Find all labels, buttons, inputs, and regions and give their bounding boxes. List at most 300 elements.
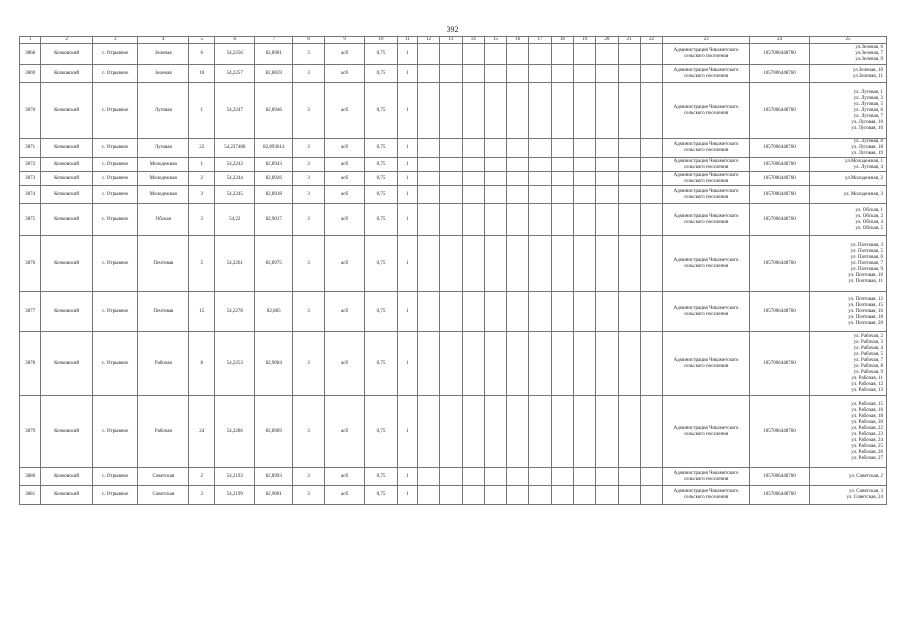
cell-empty bbox=[462, 486, 484, 505]
cell-type: асб bbox=[324, 65, 365, 83]
address-line: ул. Почтовая, 3 bbox=[850, 242, 883, 248]
column-header: 18 bbox=[551, 37, 573, 44]
cell-empty bbox=[417, 172, 439, 186]
cell-empty bbox=[484, 158, 506, 172]
cell-admin: Администрация Чикаметского сельского поселения bbox=[663, 139, 750, 158]
cell-empty bbox=[462, 186, 484, 204]
cell-lat: 54,22 bbox=[215, 204, 255, 236]
cell-area: 0,75 bbox=[365, 468, 397, 486]
cell-empty bbox=[551, 139, 573, 158]
cell-id: 3879 bbox=[20, 396, 41, 468]
cell-street: Рабочая bbox=[138, 332, 189, 396]
address-line: ул. Рабочая, 26 bbox=[851, 449, 883, 455]
table-row bbox=[20, 186, 887, 204]
address-line: ул. Почтовая, 7 bbox=[850, 260, 883, 266]
cell-type: асб bbox=[324, 83, 365, 139]
cell-empty bbox=[507, 396, 529, 468]
column-header: 5 bbox=[189, 37, 215, 44]
cell-empty bbox=[417, 396, 439, 468]
cell-empty bbox=[462, 292, 484, 332]
address-line: ул. Луговая, 3 bbox=[853, 95, 883, 101]
cell-district: Кочковский bbox=[41, 204, 93, 236]
cell-n8: 3 bbox=[293, 139, 324, 158]
header-row bbox=[20, 37, 887, 44]
cell-admin: Администрация Чикаметского сельского поселения bbox=[663, 396, 750, 468]
cell-empty bbox=[640, 204, 662, 236]
cell-street: Луговая bbox=[138, 139, 189, 158]
table-row bbox=[20, 486, 887, 505]
address-line: ул. Луговая, 16 bbox=[851, 125, 883, 131]
cell-lon: 82,8859 bbox=[254, 65, 292, 83]
column-header: 1 bbox=[20, 37, 41, 44]
cell-admin: Администрация Чикаметского сельского поселения bbox=[663, 65, 750, 83]
cell-empty bbox=[551, 396, 573, 468]
cell-n8: 3 bbox=[293, 486, 324, 505]
cell-addresses bbox=[809, 332, 886, 396]
cell-n8: 3 bbox=[293, 186, 324, 204]
cell-admin: Администрация Чикаметского сельского поселения bbox=[663, 486, 750, 505]
cell-empty bbox=[573, 172, 595, 186]
address-line: ул. Рабочая, 4 bbox=[853, 345, 883, 351]
cell-street: Зеленая bbox=[138, 65, 189, 83]
cell-empty bbox=[417, 486, 439, 505]
cell-empty bbox=[507, 172, 529, 186]
cell-empty bbox=[417, 44, 439, 65]
cell-empty bbox=[484, 396, 506, 468]
cell-empty bbox=[573, 332, 595, 396]
cell-lat: 54,2256 bbox=[215, 44, 255, 65]
cell-empty bbox=[507, 486, 529, 505]
cell-area: 0,75 bbox=[365, 83, 397, 139]
cell-empty bbox=[573, 292, 595, 332]
cell-admin: Администрация Чикаметского сельского поселения bbox=[663, 83, 750, 139]
cell-empty bbox=[640, 65, 662, 83]
cell-empty bbox=[640, 172, 662, 186]
table-row bbox=[20, 292, 887, 332]
cell-id: 3874 bbox=[20, 186, 41, 204]
cell-street: Молодежная bbox=[138, 172, 189, 186]
table-row bbox=[20, 396, 887, 468]
cell-admin: Администрация Чикаметского сельского поселения bbox=[663, 158, 750, 172]
cell-type: асб bbox=[324, 468, 365, 486]
cell-empty bbox=[596, 44, 618, 65]
cell-empty bbox=[573, 486, 595, 505]
cell-house: 6 bbox=[189, 44, 215, 65]
address-line: ул.Зеленая, 9 bbox=[855, 57, 883, 62]
cell-area: 0,75 bbox=[365, 44, 397, 65]
cell-locality: с. Отрывное bbox=[92, 158, 138, 172]
address-line: ул. Луговая, 4 bbox=[853, 164, 883, 170]
cell-cnt: 1 bbox=[397, 83, 417, 139]
address-line: ул. Луговая, 10 bbox=[851, 119, 883, 125]
address-line: ул. Молодежная, 3 bbox=[843, 191, 883, 197]
cell-empty bbox=[596, 158, 618, 172]
cell-ogrn: 1057006448760 bbox=[750, 158, 810, 172]
address-line: ул.Зеленая, 11 bbox=[853, 73, 883, 79]
address-line: ул.Зеленая, 10 bbox=[852, 67, 883, 73]
cell-empty bbox=[440, 396, 462, 468]
address-line: ул. Рабочая, 12 bbox=[851, 381, 883, 387]
cell-empty bbox=[507, 186, 529, 204]
cell-empty bbox=[640, 396, 662, 468]
cell-addresses bbox=[809, 396, 886, 468]
table-row bbox=[20, 468, 887, 486]
cell-empty bbox=[640, 158, 662, 172]
address-line: ул. Рабочая, 2 bbox=[853, 333, 883, 339]
cell-empty bbox=[507, 44, 529, 65]
column-header: 6 bbox=[215, 37, 255, 44]
cell-admin: Администрация Чикаметского сельского поселения bbox=[663, 172, 750, 186]
cell-lon: 82,8975 bbox=[254, 236, 292, 292]
address-line: ул. Рабочая, 22 bbox=[851, 425, 883, 431]
cell-house: 3 bbox=[189, 204, 215, 236]
cell-empty bbox=[529, 44, 551, 65]
cell-area: 0,75 bbox=[365, 65, 397, 83]
address-line: ул. Советская, 24 bbox=[846, 495, 883, 500]
cell-addresses bbox=[809, 236, 886, 292]
address-line: ул.Молодежная, 2 bbox=[844, 175, 883, 181]
cell-empty bbox=[551, 158, 573, 172]
cell-type: асб bbox=[324, 332, 365, 396]
address-line: ул. Почтовая, 10 bbox=[848, 272, 883, 278]
cell-area: 0,75 bbox=[365, 172, 397, 186]
cell-empty bbox=[440, 65, 462, 83]
address-line: ул. Советская, 3 bbox=[849, 489, 883, 494]
cell-empty bbox=[462, 236, 484, 292]
cell-empty bbox=[462, 65, 484, 83]
cell-empty bbox=[618, 83, 640, 139]
cell-id: 3880 bbox=[20, 468, 41, 486]
cell-lat: 54,2244 bbox=[215, 172, 255, 186]
address-line: ул. Рабочая, 27 bbox=[851, 455, 883, 461]
cell-empty bbox=[417, 332, 439, 396]
cell-lon: 82,893614 bbox=[254, 139, 292, 158]
cell-district: Кочковский bbox=[41, 486, 93, 505]
table-row bbox=[20, 65, 887, 83]
cell-addresses bbox=[809, 65, 886, 83]
cell-addresses bbox=[809, 83, 886, 139]
address-line: ул. Рабочая, 16 bbox=[851, 407, 883, 413]
cell-empty bbox=[484, 332, 506, 396]
table-row bbox=[20, 139, 887, 158]
cell-empty bbox=[640, 44, 662, 65]
table-row bbox=[20, 236, 887, 292]
column-header: 10 bbox=[365, 37, 397, 44]
address-line: ул. Рабочая, 7 bbox=[853, 357, 883, 363]
cell-empty bbox=[618, 186, 640, 204]
cell-empty bbox=[507, 83, 529, 139]
cell-lon: 82,8918 bbox=[254, 186, 292, 204]
cell-empty bbox=[596, 332, 618, 396]
column-header: 24 bbox=[750, 37, 810, 44]
cell-locality: с. Отрывное bbox=[92, 486, 138, 505]
cell-ogrn: 1057006448760 bbox=[750, 65, 810, 83]
cell-cnt: 1 bbox=[397, 44, 417, 65]
cell-empty bbox=[551, 486, 573, 505]
cell-ogrn: 1057006448760 bbox=[750, 486, 810, 505]
cell-admin: Администрация Чикаметского сельского поселения bbox=[663, 204, 750, 236]
cell-type: асб bbox=[324, 44, 365, 65]
cell-area: 0,75 bbox=[365, 486, 397, 505]
cell-empty bbox=[618, 486, 640, 505]
address-line: ул. Почтовая, 9 bbox=[850, 266, 883, 272]
cell-ogrn: 1057006448760 bbox=[750, 44, 810, 65]
table-row bbox=[20, 44, 887, 65]
cell-empty bbox=[440, 332, 462, 396]
cell-house: 22 bbox=[189, 139, 215, 158]
cell-house: 24 bbox=[189, 396, 215, 468]
cell-area: 0,75 bbox=[365, 236, 397, 292]
cell-empty bbox=[640, 83, 662, 139]
address-line: ул. Луговая, 18 bbox=[851, 145, 883, 150]
cell-ogrn: 1057006448760 bbox=[750, 204, 810, 236]
cell-empty bbox=[596, 172, 618, 186]
cell-locality: с. Отрывное bbox=[92, 332, 138, 396]
cell-empty bbox=[640, 332, 662, 396]
column-header: 25 bbox=[809, 37, 886, 44]
cell-empty bbox=[529, 186, 551, 204]
cell-empty bbox=[484, 486, 506, 505]
cell-id: 3868 bbox=[20, 44, 41, 65]
cell-empty bbox=[417, 236, 439, 292]
cell-addresses bbox=[809, 139, 886, 158]
cell-district: Кочковский bbox=[41, 172, 93, 186]
address-line: ул. Почтовая, 6 bbox=[850, 254, 883, 260]
address-line: ул. Луговая, 1 bbox=[853, 89, 883, 95]
cell-empty bbox=[507, 139, 529, 158]
cell-street: Молодежная bbox=[138, 186, 189, 204]
cell-empty bbox=[417, 139, 439, 158]
cell-empty bbox=[640, 186, 662, 204]
cell-empty bbox=[462, 468, 484, 486]
address-line: ул.Зеленая, 6 bbox=[855, 45, 883, 50]
cell-empty bbox=[417, 292, 439, 332]
cell-empty bbox=[462, 139, 484, 158]
cell-house: 3 bbox=[189, 186, 215, 204]
cell-empty bbox=[551, 468, 573, 486]
cell-district: Кочковский bbox=[41, 158, 93, 172]
cell-n8: 3 bbox=[293, 332, 324, 396]
cell-locality: с. Отрывное bbox=[92, 468, 138, 486]
cell-empty bbox=[551, 186, 573, 204]
cell-addresses bbox=[809, 486, 886, 505]
address-line: ул. Рабочая, 8 bbox=[853, 363, 883, 369]
cell-empty bbox=[529, 236, 551, 292]
cell-empty bbox=[462, 332, 484, 396]
address-line: ул. Почтовая, 12 bbox=[848, 296, 883, 302]
cell-empty bbox=[440, 204, 462, 236]
cell-id: 3873 bbox=[20, 172, 41, 186]
cell-lon: 82,9017 bbox=[254, 204, 292, 236]
column-header: 20 bbox=[596, 37, 618, 44]
address-line: ул. Рабочая, 15 bbox=[851, 401, 883, 407]
cell-admin: Администрация Чикаметского сельского поселения bbox=[663, 186, 750, 204]
cell-district: Кочковский bbox=[41, 396, 93, 468]
address-line: ул. Луговая, 7 bbox=[853, 113, 883, 119]
cell-street: Рабочая bbox=[138, 396, 189, 468]
address-line: ул. Рабочая, 11 bbox=[851, 375, 883, 381]
address-line: ул. Рабочая, 18 bbox=[851, 413, 883, 419]
cell-empty bbox=[417, 65, 439, 83]
cell-empty bbox=[507, 236, 529, 292]
cell-empty bbox=[551, 172, 573, 186]
cell-empty bbox=[507, 204, 529, 236]
cell-district: Кочковский bbox=[41, 44, 93, 65]
cell-lat: 54,2253 bbox=[215, 332, 255, 396]
cell-id: 3878 bbox=[20, 332, 41, 396]
cell-empty bbox=[551, 292, 573, 332]
address-line: ул. Рабочая, 25 bbox=[851, 443, 883, 449]
cell-ogrn: 1057006448760 bbox=[750, 236, 810, 292]
cell-locality: с. Отрывное bbox=[92, 292, 138, 332]
column-header: 8 bbox=[293, 37, 324, 44]
cell-house: 5 bbox=[189, 236, 215, 292]
address-line: ул. Рабочая, 3 bbox=[853, 339, 883, 345]
cell-ogrn: 1057006448760 bbox=[750, 186, 810, 204]
column-header: 2 bbox=[41, 37, 93, 44]
address-line: ул. Советская, 2 bbox=[849, 473, 883, 479]
cell-locality: с. Отрывное bbox=[92, 65, 138, 83]
cell-empty bbox=[596, 486, 618, 505]
cell-empty bbox=[484, 468, 506, 486]
address-line: ул. Обская, 5 bbox=[855, 225, 883, 231]
cell-lon: 82,8926 bbox=[254, 172, 292, 186]
cell-area: 0,75 bbox=[365, 204, 397, 236]
cell-cnt: 1 bbox=[397, 186, 417, 204]
cell-empty bbox=[529, 332, 551, 396]
address-line: ул. Почтовая, 5 bbox=[850, 248, 883, 254]
cell-empty bbox=[618, 396, 640, 468]
cell-cnt: 1 bbox=[397, 172, 417, 186]
cell-empty bbox=[529, 158, 551, 172]
cell-id: 3869 bbox=[20, 65, 41, 83]
address-line: ул.Зеленая, 7 bbox=[855, 51, 883, 56]
cell-cnt: 1 bbox=[397, 396, 417, 468]
cell-empty bbox=[551, 44, 573, 65]
table-row bbox=[20, 204, 887, 236]
column-header: 15 bbox=[484, 37, 506, 44]
cell-empty bbox=[596, 204, 618, 236]
cell-empty bbox=[596, 468, 618, 486]
cell-empty bbox=[529, 172, 551, 186]
cell-empty bbox=[618, 158, 640, 172]
address-line: ул. Обская, 1 bbox=[855, 207, 883, 213]
cell-house: 10 bbox=[189, 65, 215, 83]
column-header: 7 bbox=[254, 37, 292, 44]
cell-empty bbox=[596, 83, 618, 139]
cell-n8: 3 bbox=[293, 292, 324, 332]
cell-locality: с. Отрывное bbox=[92, 236, 138, 292]
cell-ogrn: 1057006448760 bbox=[750, 292, 810, 332]
address-line: ул. Почтовая, 16 bbox=[848, 308, 883, 314]
cell-empty bbox=[484, 172, 506, 186]
cell-addresses bbox=[809, 292, 886, 332]
cell-empty bbox=[462, 396, 484, 468]
cell-empty bbox=[484, 292, 506, 332]
cell-empty bbox=[507, 65, 529, 83]
cell-house: 3 bbox=[189, 486, 215, 505]
cell-empty bbox=[596, 139, 618, 158]
cell-addresses bbox=[809, 44, 886, 65]
cell-empty bbox=[551, 65, 573, 83]
cell-type: асб bbox=[324, 396, 365, 468]
address-line: ул. Обская, 2 bbox=[855, 213, 883, 219]
cell-house: 1 bbox=[189, 83, 215, 139]
cell-empty bbox=[573, 139, 595, 158]
cell-lat: 54,2257 bbox=[215, 65, 255, 83]
cell-street: Советская bbox=[138, 486, 189, 505]
cell-house: 2 bbox=[189, 468, 215, 486]
cell-lon: 82,885 bbox=[254, 292, 292, 332]
cell-area: 0,75 bbox=[365, 332, 397, 396]
cell-cnt: 1 bbox=[397, 236, 417, 292]
cell-locality: с. Отрывное bbox=[92, 44, 138, 65]
cell-empty bbox=[484, 44, 506, 65]
cell-id: 3881 bbox=[20, 486, 41, 505]
column-header: 23 bbox=[663, 37, 750, 44]
cell-admin: Администрация Чикаметского сельского поселения bbox=[663, 236, 750, 292]
cell-empty bbox=[529, 139, 551, 158]
cell-empty bbox=[417, 186, 439, 204]
cell-empty bbox=[529, 468, 551, 486]
cell-lon: 82,9004 bbox=[254, 332, 292, 396]
cell-empty bbox=[417, 83, 439, 139]
cell-empty bbox=[596, 65, 618, 83]
column-header: 9 bbox=[324, 37, 365, 44]
cell-addresses bbox=[809, 204, 886, 236]
cell-cnt: 1 bbox=[397, 332, 417, 396]
column-header: 12 bbox=[417, 37, 439, 44]
cell-empty bbox=[440, 186, 462, 204]
cell-empty bbox=[529, 83, 551, 139]
cell-empty bbox=[462, 158, 484, 172]
address-line: ул. Рабочая, 20 bbox=[851, 419, 883, 425]
column-header: 19 bbox=[573, 37, 595, 44]
cell-empty bbox=[529, 396, 551, 468]
cell-lon: 82,8943 bbox=[254, 158, 292, 172]
cell-admin: Администрация Чикаметского сельского поселения bbox=[663, 468, 750, 486]
address-line: ул. Рабочая, 5 bbox=[853, 351, 883, 357]
cell-admin: Администрация Чикаметского сельского поселения bbox=[663, 44, 750, 65]
cell-empty bbox=[573, 158, 595, 172]
address-line: ул. Луговая, 19 bbox=[851, 151, 883, 156]
cell-lat: 54,2199 bbox=[215, 486, 255, 505]
cell-addresses bbox=[809, 186, 886, 204]
address-line: ул. Почтовая, 18 bbox=[848, 314, 883, 320]
cell-empty bbox=[529, 292, 551, 332]
cell-id: 3875 bbox=[20, 204, 41, 236]
cell-area: 0,75 bbox=[365, 292, 397, 332]
column-header: 4 bbox=[138, 37, 189, 44]
cell-empty bbox=[573, 83, 595, 139]
address-line: ул. Рабочая, 9 bbox=[853, 369, 883, 375]
cell-empty bbox=[440, 44, 462, 65]
cell-empty bbox=[573, 204, 595, 236]
cell-lat: 54,2261 bbox=[215, 236, 255, 292]
cell-empty bbox=[573, 236, 595, 292]
cell-empty bbox=[484, 236, 506, 292]
cell-empty bbox=[484, 204, 506, 236]
cell-district: Кочковский bbox=[41, 83, 93, 139]
cell-empty bbox=[573, 396, 595, 468]
cell-n8: 3 bbox=[293, 44, 324, 65]
column-header: 21 bbox=[618, 37, 640, 44]
address-line: ул. Обская, 4 bbox=[855, 219, 883, 225]
cell-empty bbox=[618, 332, 640, 396]
cell-empty bbox=[573, 44, 595, 65]
cell-id: 3870 bbox=[20, 83, 41, 139]
cell-house: 2 bbox=[189, 172, 215, 186]
